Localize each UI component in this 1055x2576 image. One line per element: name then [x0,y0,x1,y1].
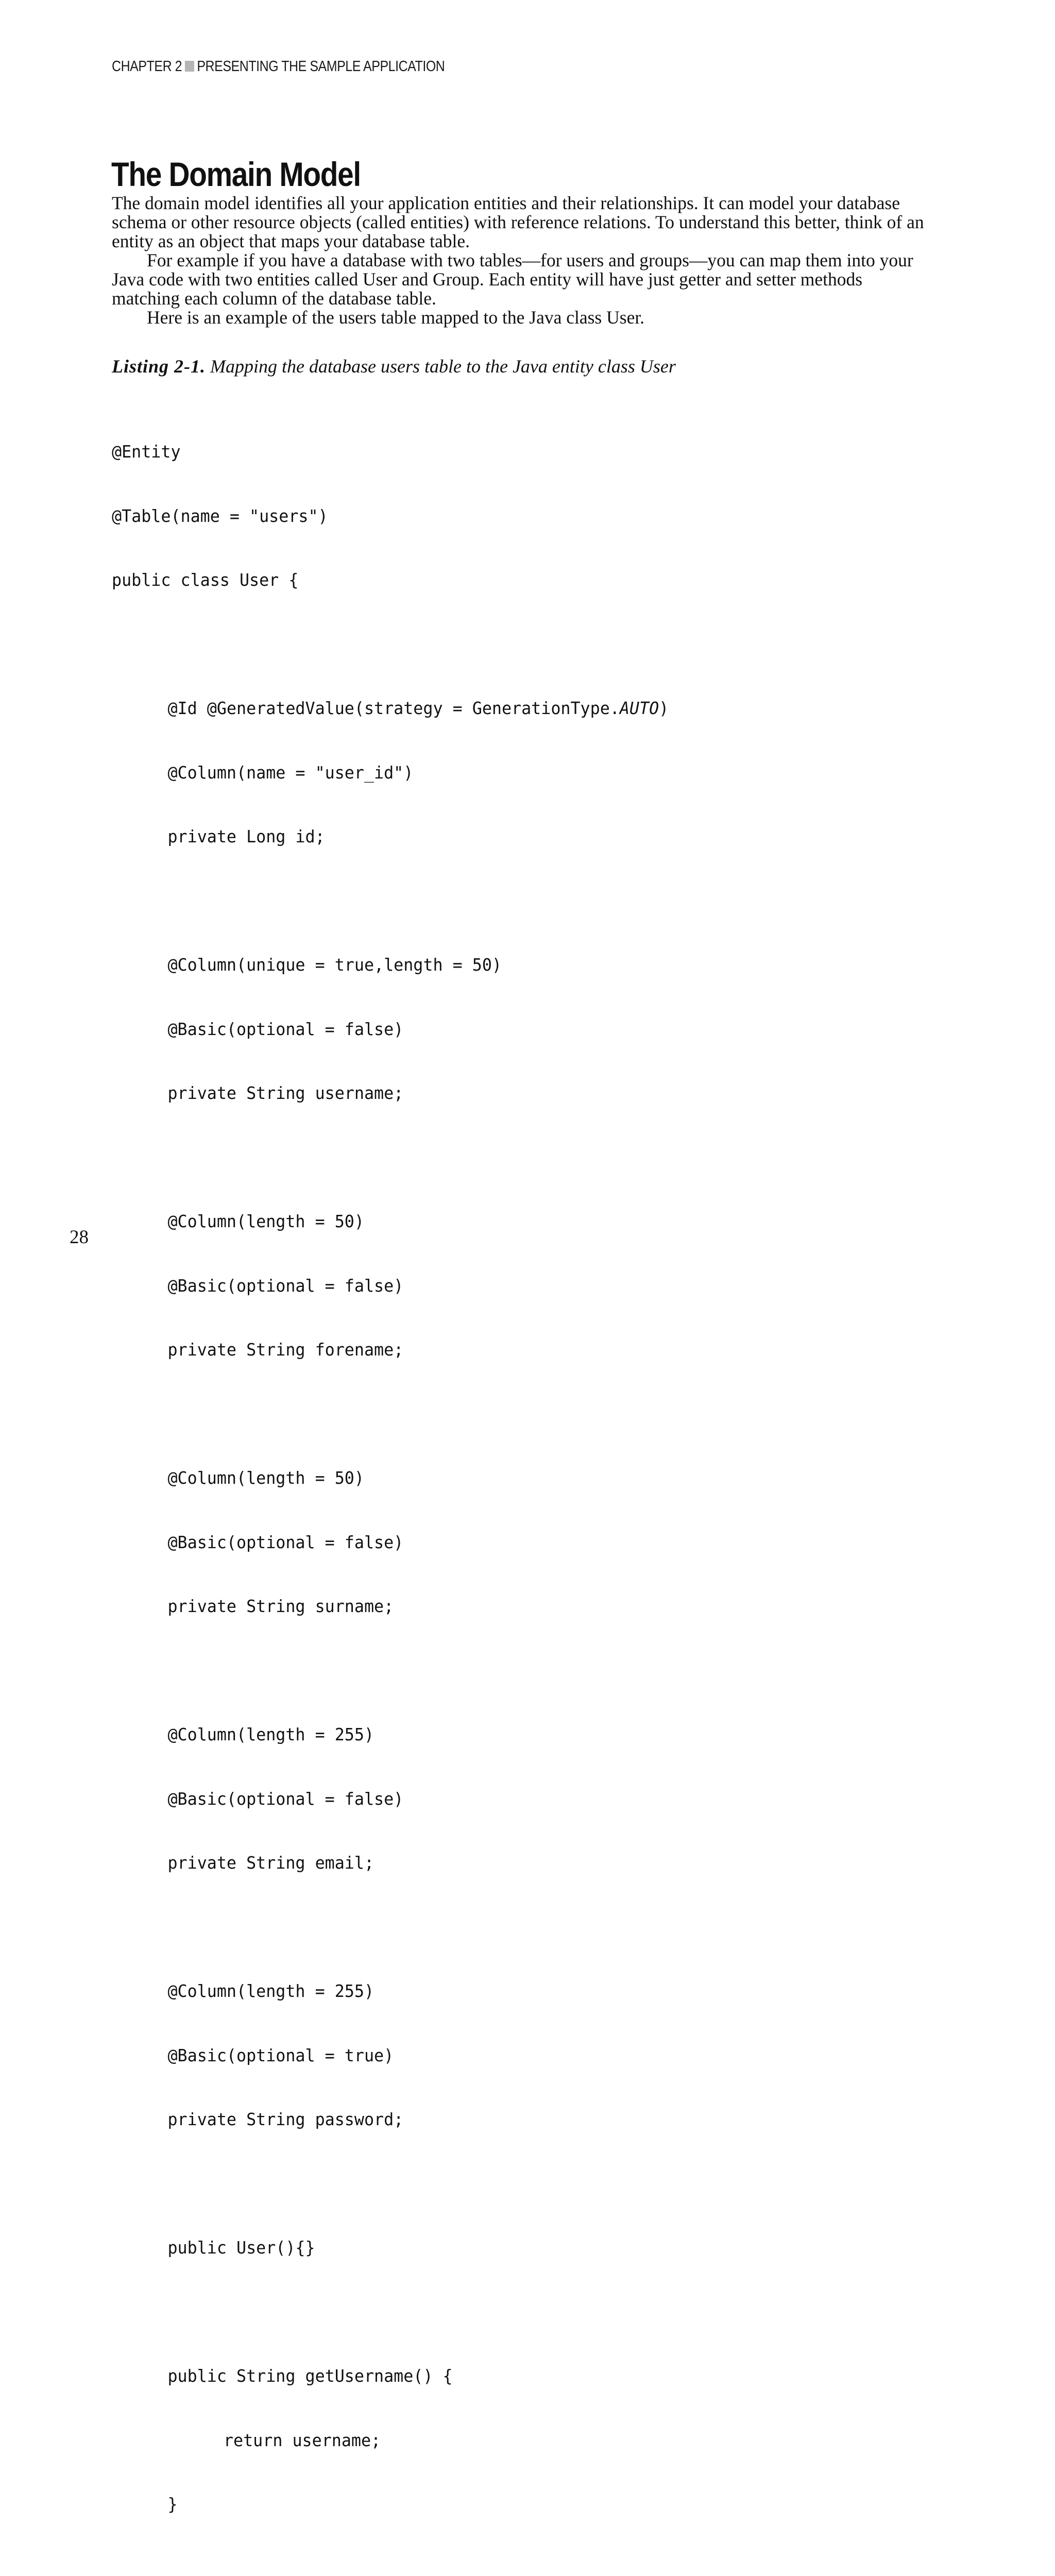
code-line: @Column(length = 50) [112,1467,669,1489]
code-line: public String getUsername() { [112,2365,669,2387]
code-line [112,698,669,719]
code-line: @Basic(optional = false) [112,1019,669,1040]
code-line: @Column(unique = true,length = 50) [112,954,669,976]
code-fragment: @Id @GeneratedValue(strategy = GenerationType. [167,698,619,718]
paragraph: The domain model identifies all your application entities and their relationships. It can model your database schema or other resource objects (called entities) with reference relations. To understand this better, think of an entity as an object that maps your database table. [112,194,934,251]
code-line: } [112,2494,669,2515]
code-line: private String surname; [112,1596,669,1617]
code-blank-line [112,1147,669,1168]
code-line: public class User { [112,569,669,591]
code-blank-line [112,1660,669,1682]
code-line: @Entity [112,441,669,463]
code-line: @Column(name = "user_id") [112,762,669,784]
code-fragment: ) [659,698,669,718]
page-number: 28 [70,1226,89,1248]
listing-caption [112,355,676,377]
body-text [112,194,934,327]
listing-label: Listing 2-1. [112,356,206,377]
code-line: @Basic(optional = false) [112,1275,669,1297]
code-blank-line [112,1403,669,1425]
code-line: @Basic(optional = true) [112,2045,669,2066]
running-head [112,58,445,75]
code-line: private String email; [112,1852,669,1874]
code-line: private String password; [112,2109,669,2130]
code-fragment-italic: AUTO [620,698,659,718]
code-blank-line [112,634,669,655]
running-head-title: PRESENTING THE SAMPLE APPLICATION [197,58,445,75]
code-blank-line [112,2173,669,2195]
code-line: @Table(name = "users") [112,505,669,527]
code-line: private String username; [112,1082,669,1104]
square-bullet-icon [185,61,194,72]
code-line: @Column(length = 255) [112,1980,669,2002]
code-listing [112,398,669,2576]
code-blank-line [112,2558,669,2576]
code-blank-line [112,1917,669,1938]
section-title: The Domain Model [111,155,361,194]
code-line: @Basic(optional = false) [112,1532,669,1553]
code-line: @Basic(optional = false) [112,1788,669,1810]
code-line: private Long id; [112,826,669,848]
code-line: public User(){} [112,2237,669,2259]
listing-caption-text: Mapping the database users table to the Java entity class User [210,356,676,377]
code-line: return username; [112,2430,669,2451]
code-line: @Column(length = 50) [112,1211,669,1232]
paragraph: For example if you have a database with two tables—for users and groups—you can map them into your Java code with two entities called User and Group. Each entity will have just getter and setter methods matching each column of the database table. [112,251,934,308]
code-blank-line [112,890,669,912]
code-line: private String forename; [112,1339,669,1361]
code-line: @Column(length = 255) [112,1724,669,1745]
code-blank-line [112,2301,669,2323]
paragraph: Here is an example of the users table mapped to the Java class User. [112,308,934,327]
running-head-chapter: CHAPTER 2 [112,58,182,75]
